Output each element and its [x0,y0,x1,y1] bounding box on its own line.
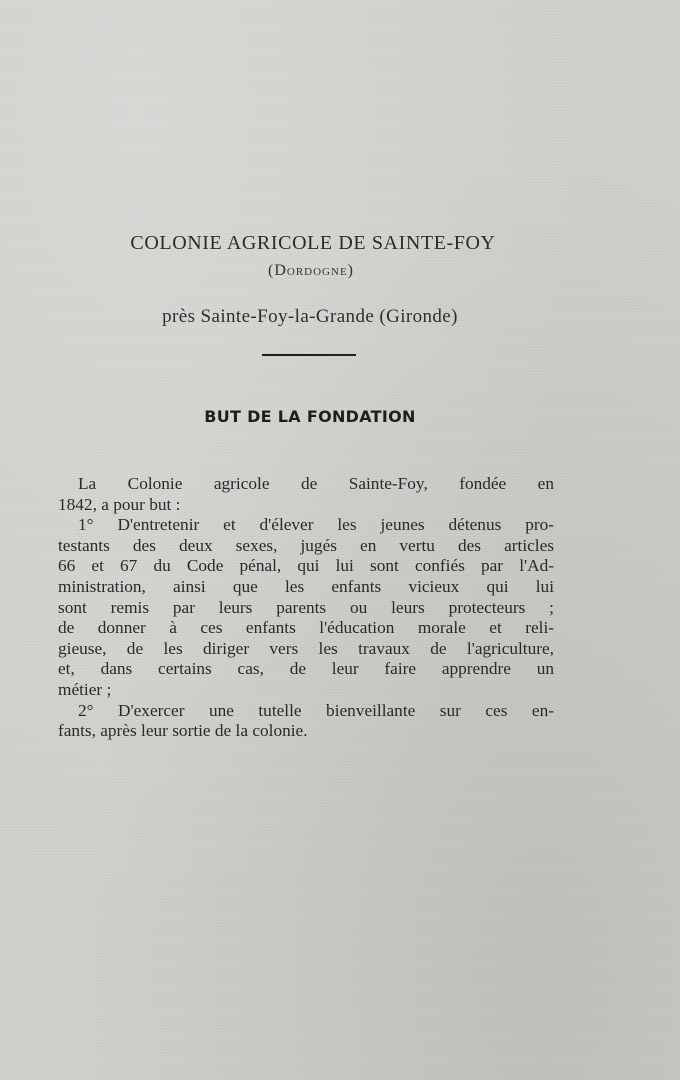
body-line: gieuse, de les diriger vers les travaux de l'agriculture, [58,638,554,658]
body-line: sont remis par leurs parents ou leurs protecteurs ; [58,597,554,617]
body-line: ministration, ainsi que les enfants vicieux qui lui [58,576,554,596]
body-line: fants, après leur sortie de la colonie. [58,721,308,741]
body-line: La Colonie agricole de Sainte-Foy, fondée en [78,474,554,493]
body-line: 1° D'entretenir et d'élever les jeunes détenus pro- [78,515,554,535]
document-title: COLONIE AGRICOLE DE SAINTE-FOY [130,232,496,254]
body-line: métier ; [58,679,112,699]
body-line: 66 et 67 du Code pénal, qui lui sont confiés par l'Ad- [58,556,554,576]
body-paragraph [58,474,554,742]
body-line: et, dans certains cas, de leur faire apprendre un [58,659,554,679]
body-line: de donner à ces enfants l'éducation morale et reli- [58,618,554,638]
body-line: 1842, a pour but : [58,494,181,514]
divider-rule [262,354,356,356]
department-text: (Dordogne) [268,262,354,279]
body-line: 2° D'exercer une tutelle bienveillante sur ces en- [78,700,554,720]
location-line: près Sainte-Foy-la-Grande (Gironde) [162,306,458,327]
section-heading: BUT DE LA FONDATION [204,407,416,426]
department-label [0,262,622,280]
body-line: testants des deux sexes, jugés en vertu des articles [58,535,554,555]
